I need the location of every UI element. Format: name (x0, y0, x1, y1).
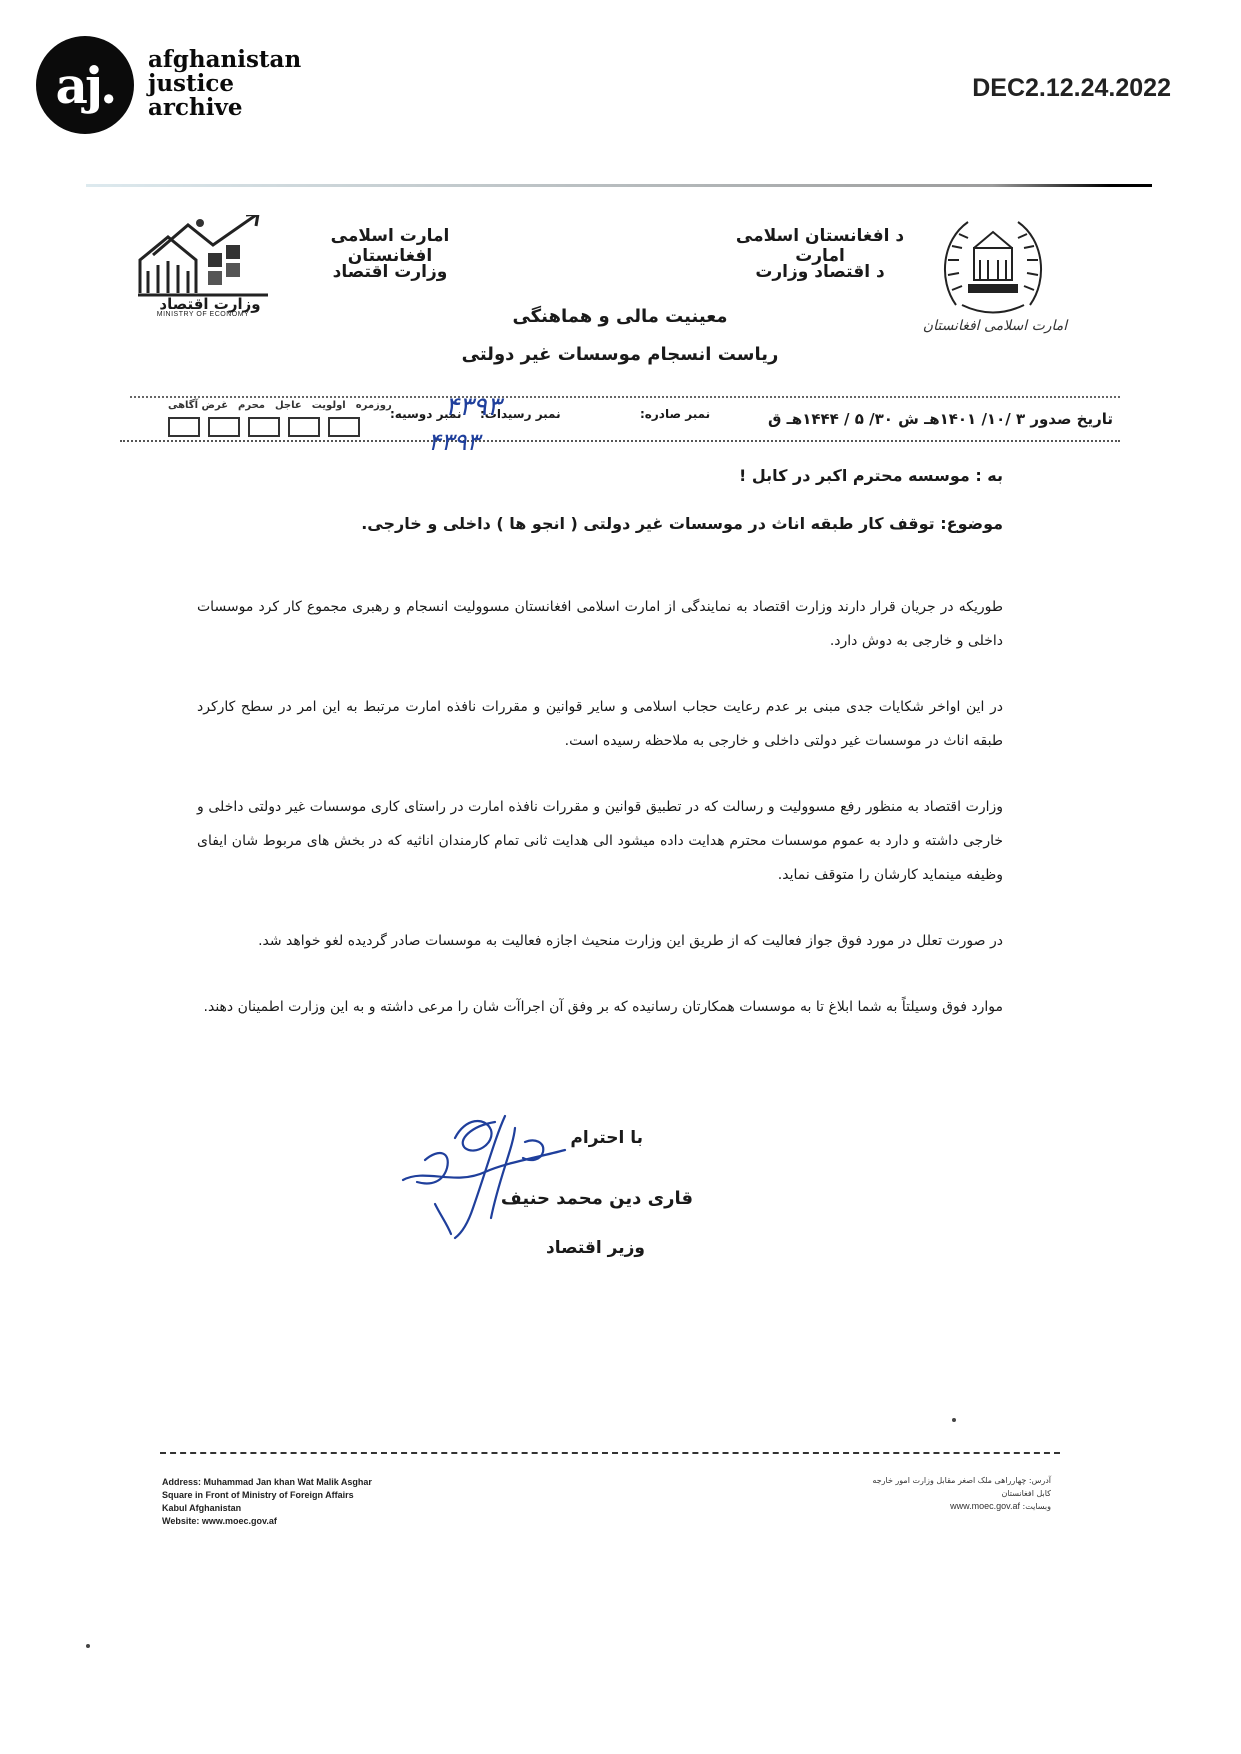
signer-title: وزیر اقتصاد (546, 1238, 645, 1258)
issue-date: تاریخ صدور ۳ /۱۰/ ۱۴۰۱هـ ش ۳۰/ ۵ / ۱۴۴۴هـ ق (768, 410, 1113, 428)
letterhead-dari-line-1: امارت اسلامی افغانستان (330, 226, 450, 266)
emirate-emblem (938, 210, 1048, 330)
address-line: Address: Muhammad Jan khan Wat Malik Asghar (162, 1477, 372, 1487)
body-paragraph: طوریکه در جریان قرار دارند وزارت اقتصاد به نمایندگی از امارت اسلامی افغانستان مسوولیت انسجام و رهبری مجموع کار کرد موسسات داخلی و خارجی به دوش دارد. (197, 599, 1003, 649)
address-line: Website: www.moec.gov.af (162, 1516, 277, 1526)
priority-label: روزمره (355, 400, 392, 411)
priority-box (248, 417, 280, 437)
address-line: آدرس: چهارراهی ملک اصغر مقابل وزارت امور خارجه (872, 1476, 1051, 1485)
archive-name-line: justice (148, 70, 234, 97)
address-line: Kabul Afghanistan (162, 1503, 242, 1513)
body-paragraph: در این اواخر شکایات جدی مبنی بر عدم رعایت حجاب اسلامی و سایر قوانین و مقررات نافذه امارت مرتبط به این امر در سطح کارکرد طبقه اناث در موسسات غیر دولتی داخلی و خارجی به ملاحظه رسیده است. (197, 699, 1003, 749)
scan-speck (86, 1644, 90, 1648)
emblem-caption: امارت اسلامی افغانستان (922, 318, 1068, 334)
priority-box (208, 417, 240, 437)
scan-top-rule (86, 184, 1152, 187)
footer-divider (160, 1452, 1060, 1454)
handwritten-number: ۴۳۹۳ (445, 392, 501, 422)
incoming-number-label: نمبر رسیدات: (480, 407, 561, 421)
outgoing-number-label: نمبر صادره: (640, 407, 711, 421)
directorate-title: ریاست انسجام موسسات غیر دولتی (461, 344, 779, 365)
archive-name-line: archive (148, 94, 243, 121)
signer-name: قاری دین محمد حنیف (500, 1188, 693, 1209)
website-label: وبسایت: (1022, 1502, 1051, 1511)
address-line (872, 1500, 1051, 1513)
archive-name (148, 48, 301, 120)
recipient-line: به : موسسه محترم اکبر در کابل ! (739, 466, 1003, 485)
letterhead-dari-line-2: وزارت اقتصاد (332, 262, 448, 282)
body-paragraph: در صورت تعلل در مورد فوق جواز فعالیت که از طریق این وزارت منحیث اجازه فعالیت به موسسات صادر گردیده لغو خواهد شد. (258, 933, 1003, 949)
handwritten-signature (395, 1108, 575, 1243)
priority-box (288, 417, 320, 437)
address-line: Square in Front of Ministry of Foreign Affairs (162, 1490, 354, 1500)
file-number-label: نمبر دوسیه: (390, 407, 462, 421)
reference-top-divider (130, 396, 1120, 398)
ministry-logo-arabic: وزارت اقتصاد (159, 295, 261, 313)
footer-address-english (162, 1476, 372, 1528)
priority-box (328, 417, 360, 437)
body-paragraph: وزارت اقتصاد به منظور رفع مسوولیت و رسالت که در تطبیق قوانین و مقررات نافذه امارت در راستای کاری موسسات غیر دولتی داخلی و خارجی داشته و دارد به عموم موسسات محترم هدایت داده میشود الی هدایت ثانی تمام کارمندان اناثیه که در بخش های مربوط شان ایفای وظیفه مینماید کارشان را متوقف نماید. (197, 799, 1003, 883)
ministry-logo-english: MINISTRY OF ECONOMY (156, 311, 250, 318)
handwritten-number: ۴۳۹۳ (428, 428, 480, 456)
priority-box (168, 417, 200, 437)
letterhead-pashto-line-2: د اقتصاد وزارت (755, 262, 885, 282)
priority-label: غرض آگاهی (168, 400, 229, 411)
archive-name-line: afghanistan (148, 46, 302, 73)
document-code: DEC2.12.24.2022 (972, 74, 1171, 102)
subject-line: موضوع: توقف کار طبقه اناث در موسسات غیر دولتی ( انجو ها ) داخلی و خارجی. (361, 514, 1003, 533)
website-url: www.moec.gov.af (950, 1501, 1020, 1511)
scan-speck (952, 1418, 956, 1422)
archive-logo: aj. (36, 36, 134, 134)
body-paragraph: موارد فوق وسیلتاً به شما ابلاغ تا به موسسات همکارتان رسانیده که بر وفق آن اجراآت شان را مرعی داشته و به این وزارت اطمینان دهند. (203, 999, 1003, 1015)
priority-label: اولویت (311, 400, 346, 411)
priority-label: محرم (238, 400, 265, 411)
priority-checkboxes (168, 400, 392, 437)
address-line: کابل افغانستان (1001, 1489, 1051, 1498)
letterhead-pashto-line-1: د افغانستان اسلامی امارت (735, 226, 905, 266)
priority-label: عاجل (275, 400, 302, 411)
closing-salutation: با احترام (570, 1128, 643, 1148)
footer-address-dari (872, 1474, 1051, 1513)
department-title: معینیت مالی و هماهنگی (512, 306, 728, 327)
